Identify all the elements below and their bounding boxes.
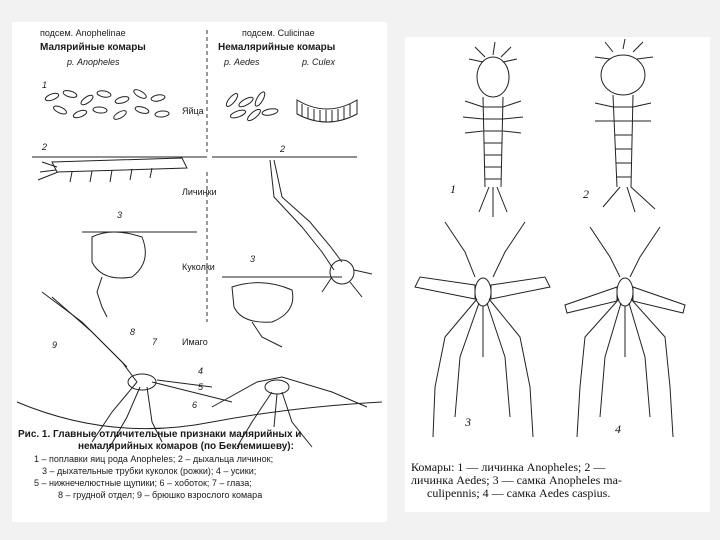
aedes-eggs-drawing xyxy=(225,91,279,123)
genus-anopheles: р. Anopheles xyxy=(67,57,120,67)
right-illustration xyxy=(405,37,710,512)
callout-1: 1 xyxy=(42,80,48,90)
right-caption xyxy=(411,461,622,500)
caption-line-2: 3 – дыхательные трубки куколок (рожки); 4 – усики; xyxy=(42,466,257,476)
callout-3-right: 3 xyxy=(250,254,256,264)
larvae-drawing xyxy=(32,157,372,297)
anopheles-larva-drawing xyxy=(463,42,523,217)
fig-number-2: 2 xyxy=(583,187,589,201)
callout-7: 7 xyxy=(152,337,158,347)
aedes-caspius-drawing xyxy=(565,227,685,437)
anopheles-maculipennis-drawing xyxy=(415,222,550,437)
callout-8: 8 xyxy=(130,327,136,337)
pupae-drawing xyxy=(82,232,342,347)
stage-eggs-label: Яйца xyxy=(182,106,204,116)
anopheles-eggs-drawing xyxy=(44,88,169,121)
callout-4: 4 xyxy=(198,366,204,376)
fig-number-4: 4 xyxy=(615,422,621,436)
stage-imago-label: Имаго xyxy=(182,337,208,347)
group-malarial: Малярийные комары xyxy=(40,42,146,53)
caption-line-3: 5 – нижнечелюстные щупики; 6 – хоботок; 7 – глаза; xyxy=(34,478,252,488)
right-caption-line-2: личинка Aedes; 3 — самка Anopheles ma- xyxy=(411,473,622,487)
right-caption-line-1: Комары: 1 — личинка Anopheles; 2 — xyxy=(411,460,606,474)
caption-line-4: 8 – грудной отдел; 9 – брюшко взрослого комара xyxy=(58,490,263,500)
caption-line-1: 1 – поплавки яиц рода Anopheles; 2 – дыхальца личинок; xyxy=(34,454,274,464)
fig-number-3: 3 xyxy=(465,415,471,429)
subfamily-culicinae: подсем. Culicinae xyxy=(242,28,315,38)
genus-culex: р. Culex xyxy=(302,57,336,67)
culex-egg-raft-drawing xyxy=(297,100,357,122)
right-figure-panel xyxy=(405,37,710,512)
left-caption xyxy=(18,429,301,501)
callout-5: 5 xyxy=(198,382,204,392)
callout-2-left: 2 xyxy=(42,142,48,152)
callout-2-right: 2 xyxy=(280,144,286,154)
right-caption-line-3: culipennis; 4 — самка Aedes caspius. xyxy=(427,486,611,500)
callout-6: 6 xyxy=(192,400,198,410)
genus-aedes: р. Aedes xyxy=(224,57,260,67)
caption-title-2: немалярийных комаров (по Беклемишеву): xyxy=(78,441,294,452)
left-figure-panel xyxy=(12,22,387,522)
group-non-malarial: Немалярийные комары xyxy=(218,42,336,53)
callout-9: 9 xyxy=(52,340,58,350)
stage-larvae-label: Личинки xyxy=(182,187,217,197)
stage-pupae-label: Куколки xyxy=(182,262,215,272)
subfamily-anophelinae: подсем. Anophelinae xyxy=(40,28,126,38)
caption-title-1: Рис. 1. Главные отличительные признаки малярийных и xyxy=(18,429,302,440)
callout-3-left: 3 xyxy=(117,210,123,220)
fig-number-1: 1 xyxy=(450,182,456,196)
aedes-larva-drawing xyxy=(595,39,655,212)
